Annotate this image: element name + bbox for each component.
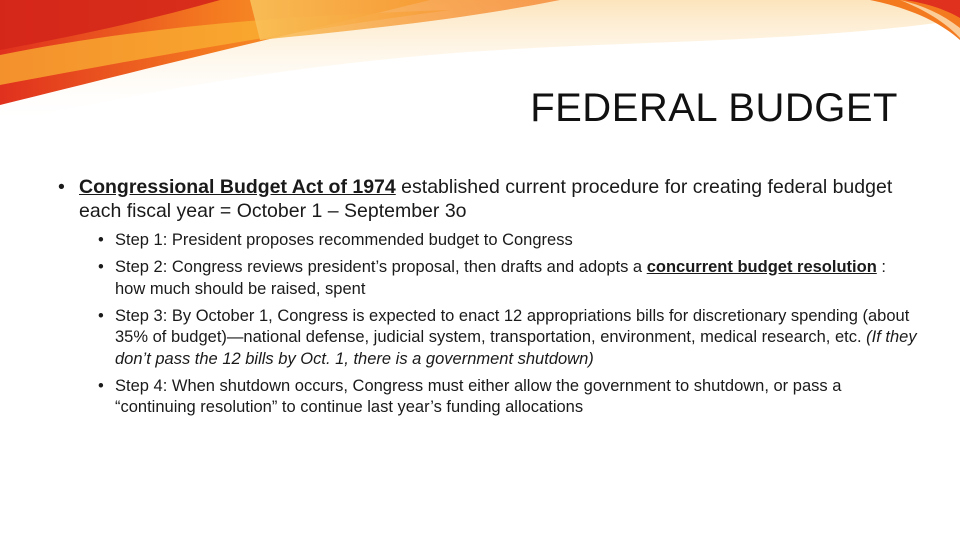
list-item-step-2 xyxy=(98,257,918,300)
step-text: Step 2: Congress reviews president’s proposal, then drafts and adopts a xyxy=(115,258,647,276)
slide-body xyxy=(58,176,918,424)
term-concurrent-budget-resolution: concurrent budget resolution xyxy=(646,258,877,276)
list-item-step-3 xyxy=(98,306,918,371)
steps-list xyxy=(58,230,918,419)
shutdown-note: (If they don’t pass the 12 bills by Oct. 1, there is a government shutdown) xyxy=(115,328,917,368)
slide-title: FEDERAL BUDGET xyxy=(530,86,898,130)
bullet-icon: • xyxy=(98,231,104,249)
act-name: Congressional Budget Act of 1974 xyxy=(79,176,396,198)
bullet-icon: • xyxy=(58,176,65,198)
main-bullet xyxy=(58,176,918,223)
bullet-icon: • xyxy=(98,258,104,276)
main-bullet-text: established current procedure for creating federal budget each fiscal year = October 1 – September 3o xyxy=(79,176,893,222)
list-item-step-4 xyxy=(98,376,918,419)
step-text: Step 3: By October 1, Congress is expected to enact 12 appropriations bills for discretionary spending (about 35% of budget)—national defense, judicial system, transportation, environment, medical research, etc. xyxy=(115,306,910,346)
list-item-step-1 xyxy=(98,230,918,252)
step-text: Step 1: President proposes recommended budget to Congress xyxy=(115,231,573,249)
step-text: Step 4: When shutdown occurs, Congress must either allow the government to shutdown, or pass a “continuing resolution” to continue last year’s funding allocations xyxy=(115,376,842,416)
bullet-icon: • xyxy=(98,306,104,325)
step-text-after: : how much should be raised, spent xyxy=(115,258,886,298)
bullet-icon: • xyxy=(98,376,104,395)
